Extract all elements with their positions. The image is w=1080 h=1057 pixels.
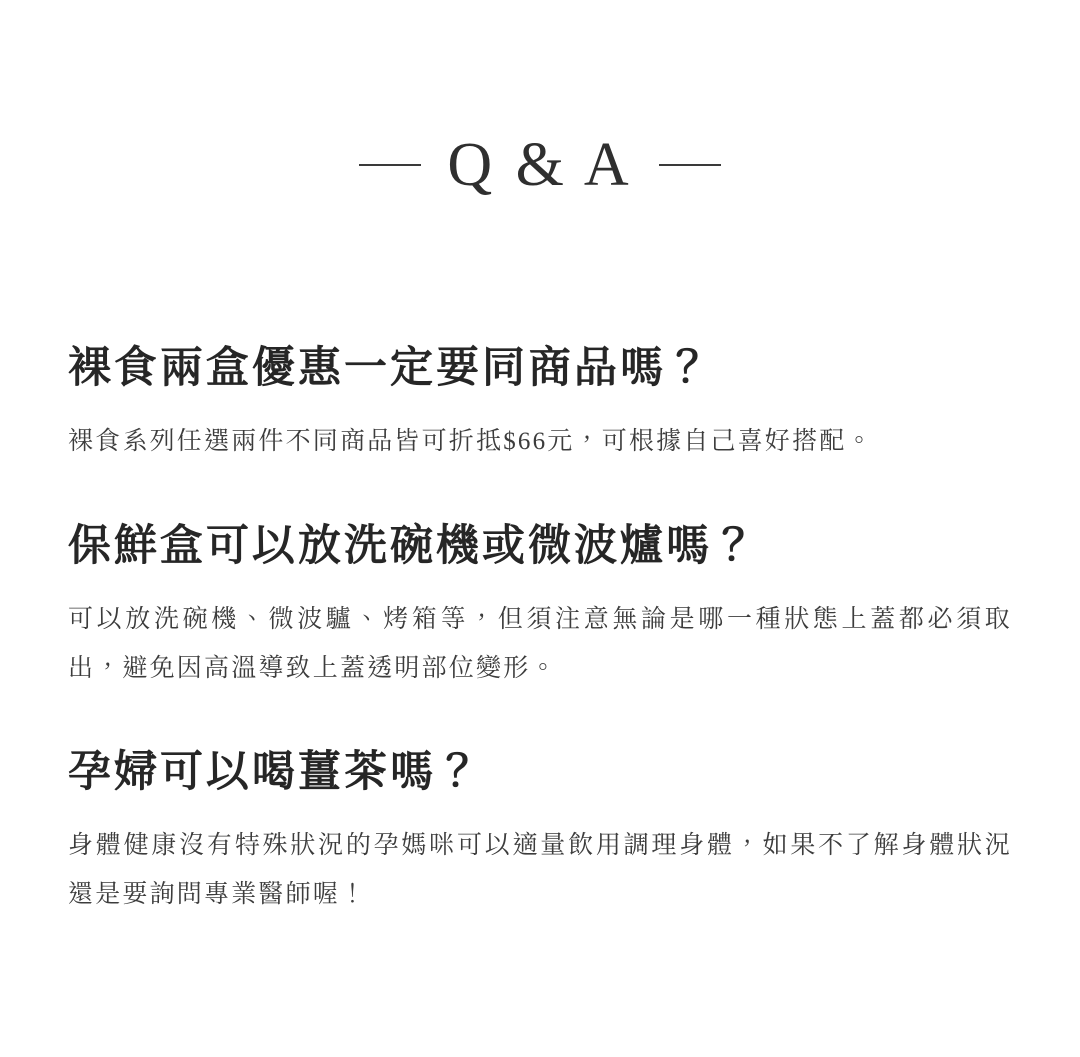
faq-item: [68, 745, 1012, 920]
faq-item: [68, 341, 1012, 467]
faq-question: 孕婦可以喝薑茶嗎？: [68, 749, 482, 797]
faq-list: [68, 341, 1012, 920]
faq-item: [68, 519, 1012, 694]
faq-answer: 裸食系列任選兩件不同商品皆可折抵$66元，可根據自己喜好搭配。: [68, 428, 874, 456]
faq-answer: 可以放洗碗機、微波驢、烤箱等，但須注意無論是哪一種狀態上蓋都必須取出，避免因高溫導致上蓋透明部位變形。: [68, 605, 1012, 682]
faq-answer: 身體健康沒有特殊狀況的孕媽咪可以適量飲用調理身體，如果不了解身體狀況還是要詢問專業醫師喔！: [68, 832, 1012, 909]
left-rule-decoration: [359, 164, 421, 166]
right-rule-decoration: [659, 164, 721, 166]
faq-question: 裸食兩盒優惠一定要同商品嗎？: [68, 345, 712, 393]
qa-header: [68, 0, 1012, 237]
faq-question: 保鮮盒可以放洗碗機或微波爐嗎？: [68, 522, 758, 570]
page-title: Q & A: [447, 130, 633, 199]
